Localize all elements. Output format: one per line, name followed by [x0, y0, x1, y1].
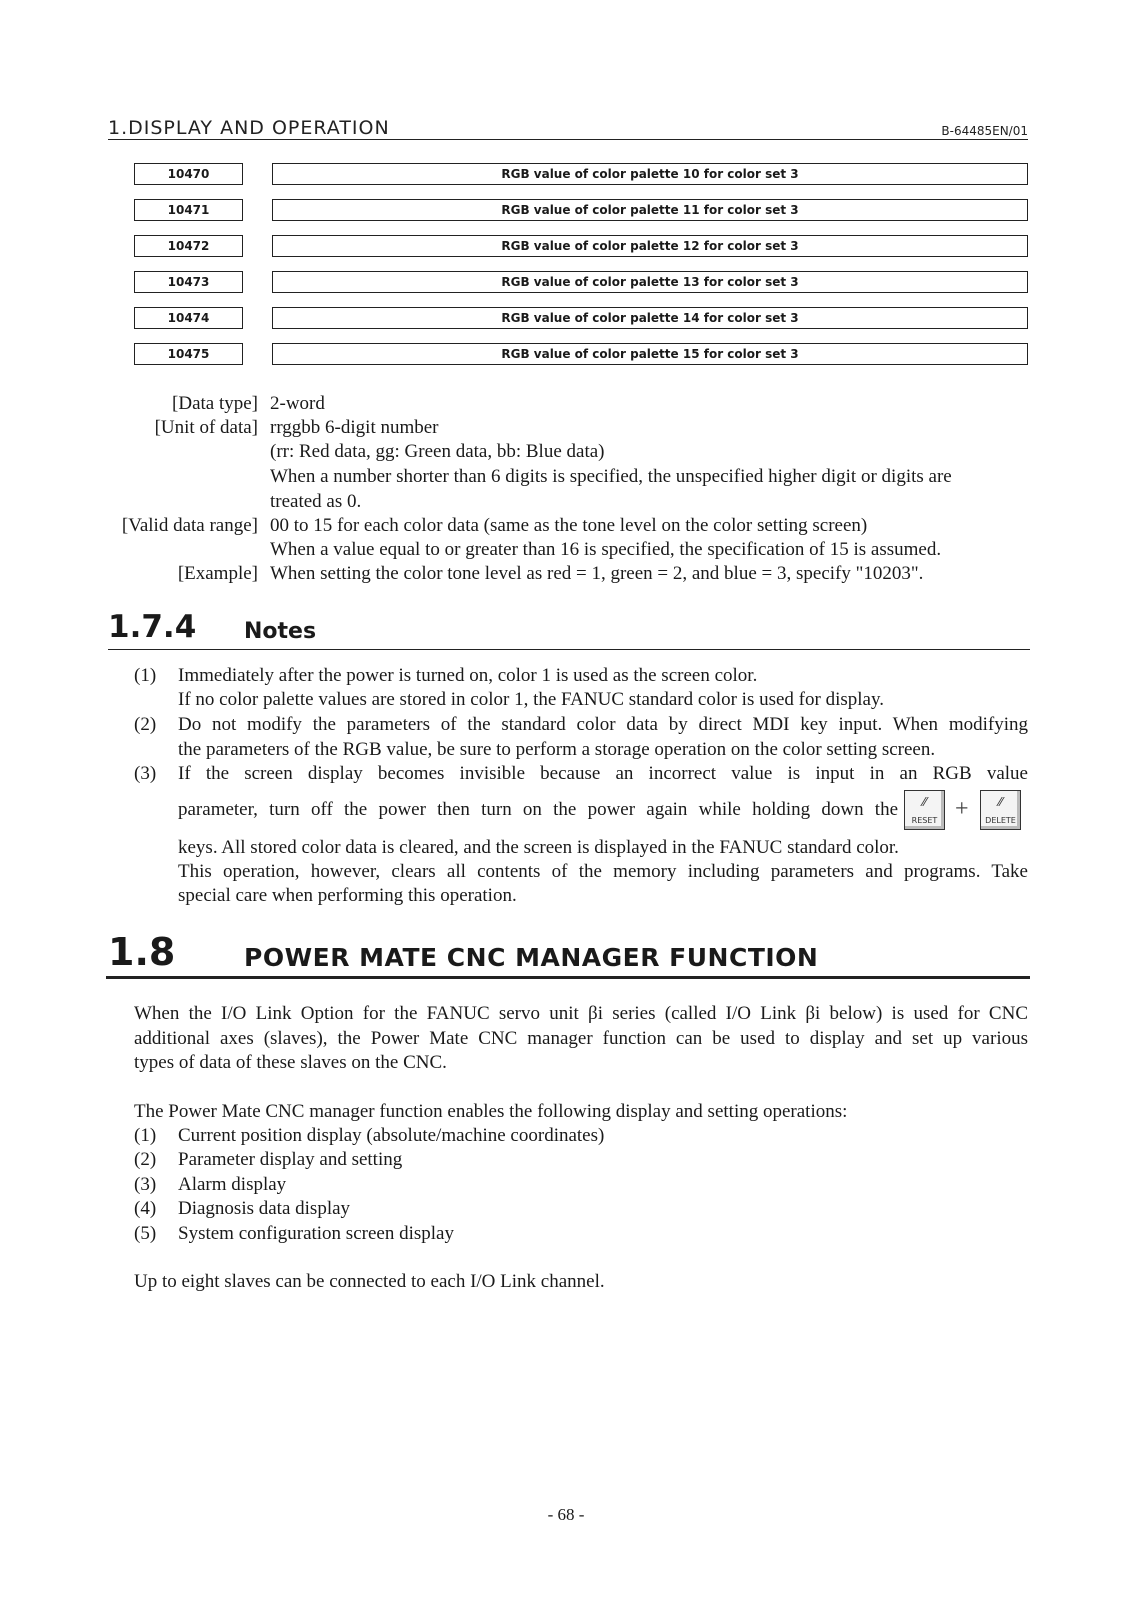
- delete-key-label: DELETE: [985, 816, 1016, 825]
- chapter-section-number: 1.8: [108, 930, 176, 974]
- intro-paragraph-line: additional axes (slaves), the Power Mate CNC manager function can be used to display and set up various: [134, 1028, 1028, 1049]
- list-item: keys. All stored color data is cleared, and the screen is displayed in the FANUC standard color.: [178, 837, 899, 858]
- section-rule: [108, 649, 1030, 650]
- data-type-label: [Data type]: [172, 393, 258, 414]
- list-item: special care when performing this operation.: [178, 885, 517, 906]
- chapter-header: 1.DISPLAY AND OPERATION: [108, 117, 390, 139]
- unit-value: rrggbb 6-digit number: [270, 417, 439, 438]
- range-label: [Valid data range]: [121, 515, 258, 536]
- range-value: 00 to 15 for each color data (same as the tone level on the color setting screen): [270, 515, 868, 536]
- list-item: If no color palette values are stored in color 1, the FANUC standard color is used for display.: [178, 689, 884, 710]
- param-row: [134, 163, 1028, 185]
- unit-detail: When a number shorter than 6 digits is specified, the unspecified higher digit or digits are: [270, 466, 952, 487]
- unit-detail: (rr: Red data, gg: Green data, bb: Blue data): [270, 441, 605, 462]
- list-number: (1): [134, 665, 157, 686]
- list-number: (3): [134, 1174, 157, 1195]
- param-description: RGB value of color palette 13 for color set 3: [272, 271, 1028, 293]
- list-number: (3): [134, 763, 157, 784]
- data-type-value: 2-word: [270, 393, 325, 414]
- section-number: 1.7.4: [108, 609, 197, 645]
- list-item: parameter, turn off the power then turn on the power again while holding down the: [178, 799, 898, 820]
- list-item: the parameters of the RGB value, be sure to perform a storage operation on the color setting screen.: [178, 739, 936, 760]
- param-description: RGB value of color palette 14 for color set 3: [272, 307, 1028, 329]
- param-number: 10470: [134, 163, 243, 185]
- param-row: [134, 199, 1028, 221]
- param-number: 10475: [134, 343, 243, 365]
- unit-detail: treated as 0.: [270, 491, 362, 512]
- unit-label: [Unit of data]: [154, 417, 258, 438]
- param-row: [134, 271, 1028, 293]
- param-description: RGB value of color palette 10 for color set 3: [272, 163, 1028, 185]
- intro-paragraph-line: When the I/O Link Option for the FANUC servo unit βi series (called I/O Link βi below) is used for CNC: [134, 1003, 1028, 1024]
- section-title: Notes: [244, 619, 317, 644]
- param-number: 10473: [134, 271, 243, 293]
- plus-sign: +: [955, 796, 969, 822]
- reset-key: [904, 790, 945, 830]
- chapter-section-rule: [106, 976, 1030, 979]
- param-number: 10472: [134, 235, 243, 257]
- document-code: B-64485EN/01: [941, 124, 1028, 138]
- delete-key: [980, 790, 1021, 830]
- list-item: Diagnosis data display: [178, 1198, 351, 1219]
- param-row: [134, 343, 1028, 365]
- list-item: If the screen display becomes invisible because an incorrect value is input in an RGB value: [178, 763, 1028, 784]
- header-rule: [108, 139, 1028, 140]
- reset-key-icon: ⁄⁄: [922, 795, 927, 809]
- param-description: RGB value of color palette 11 for color set 3: [272, 199, 1028, 221]
- list-item: Current position display (absolute/machine coordinates): [178, 1125, 605, 1146]
- list-item: Parameter display and setting: [178, 1149, 403, 1170]
- page-number: - 68 -: [547, 1505, 585, 1524]
- delete-key-icon: ⁄⁄: [998, 795, 1003, 809]
- reset-key-label: RESET: [911, 816, 938, 825]
- param-row: [134, 307, 1028, 329]
- param-number: 10474: [134, 307, 243, 329]
- list-number: (2): [134, 1149, 157, 1170]
- list-intro: The Power Mate CNC manager function enables the following display and setting operations:: [134, 1101, 848, 1122]
- list-item: Immediately after the power is turned on, color 1 is used as the screen color.: [178, 665, 758, 686]
- param-number: 10471: [134, 199, 243, 221]
- list-number: (2): [134, 714, 157, 735]
- chapter-section-title: POWER MATE CNC MANAGER FUNCTION: [244, 943, 819, 972]
- list-number: (5): [134, 1223, 157, 1244]
- list-item: This operation, however, clears all contents of the memory including parameters and programs. Take: [178, 861, 1028, 882]
- example-value: When setting the color tone level as red = 1, green = 2, and blue = 3, specify "10203".: [270, 563, 924, 584]
- list-number: (4): [134, 1198, 157, 1219]
- param-description: RGB value of color palette 15 for color set 3: [272, 343, 1028, 365]
- list-item: Do not modify the parameters of the standard color data by direct MDI key input. When modifying: [178, 714, 1028, 735]
- list-item: System configuration screen display: [178, 1223, 454, 1244]
- param-description: RGB value of color palette 12 for color set 3: [272, 235, 1028, 257]
- list-number: (1): [134, 1125, 157, 1146]
- param-row: [134, 235, 1028, 257]
- list-item: Alarm display: [178, 1174, 287, 1195]
- example-label: [Example]: [177, 563, 258, 584]
- range-detail: When a value equal to or greater than 16 is specified, the specification of 15 is assumed.: [270, 539, 942, 560]
- intro-paragraph-line: types of data of these slaves on the CNC.: [134, 1052, 447, 1073]
- closing-paragraph: Up to eight slaves can be connected to each I/O Link channel.: [134, 1271, 605, 1292]
